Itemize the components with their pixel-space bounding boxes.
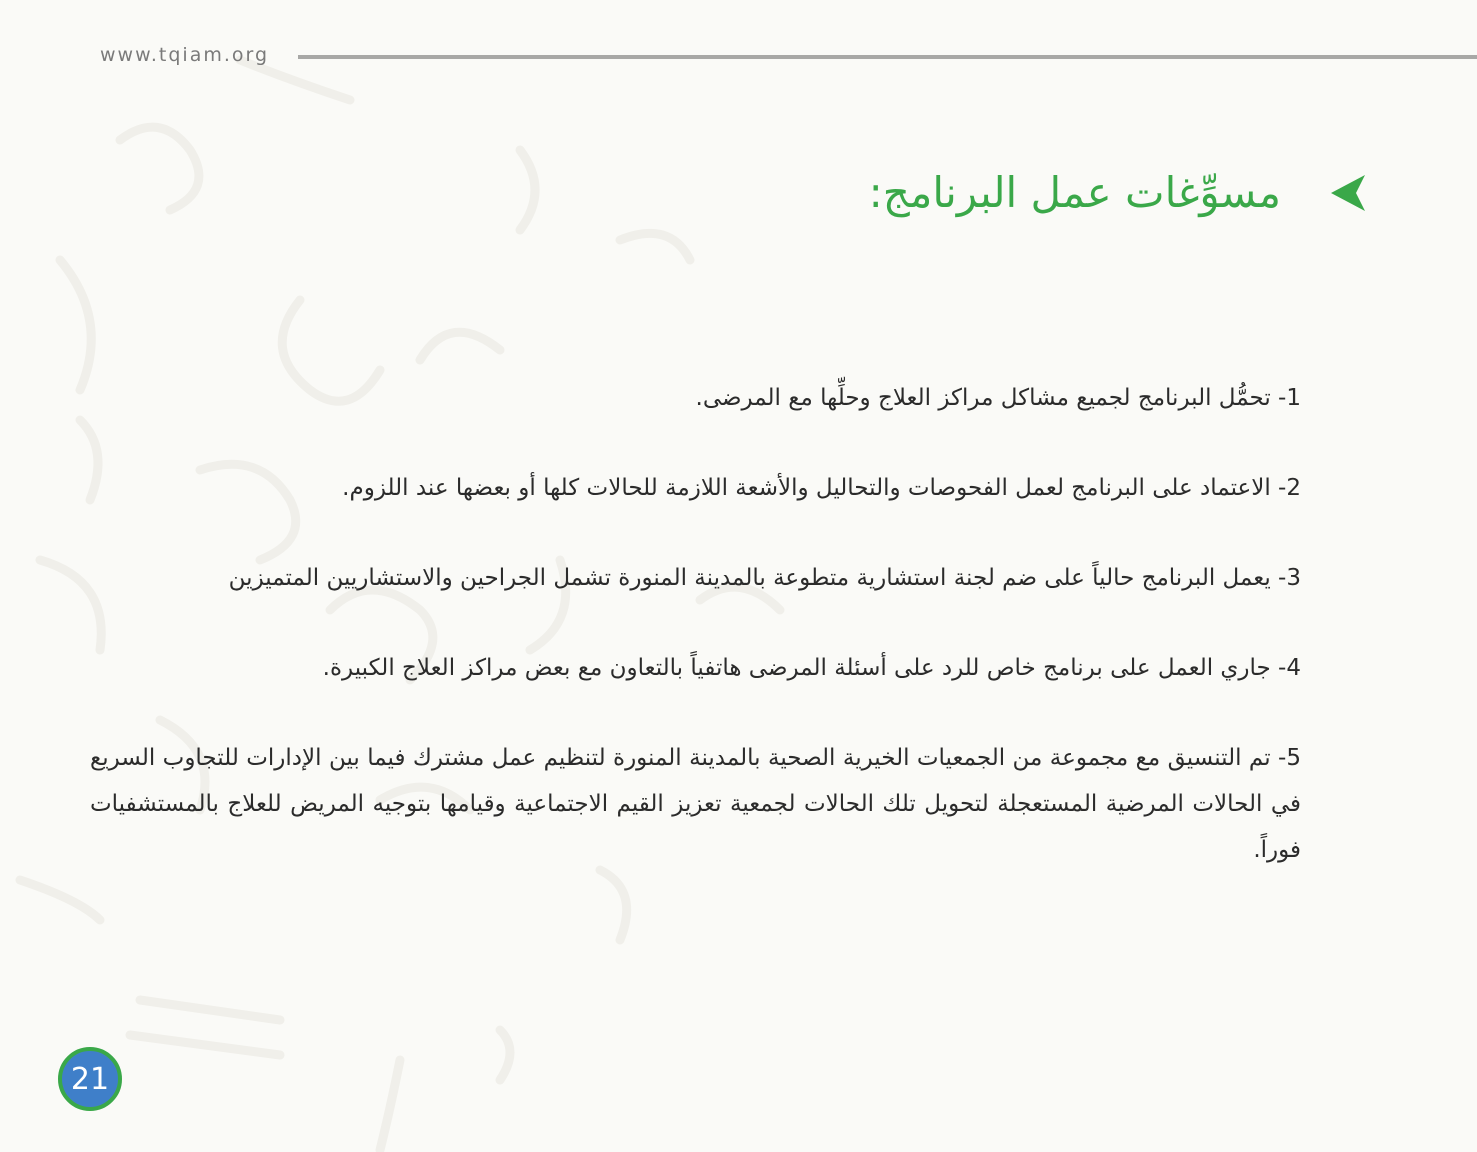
section-title: مسوِّغات عمل البرنامج: <box>868 168 1281 217</box>
page-number-badge: 21 <box>58 1047 122 1111</box>
list-item: 3- يعمل البرنامج حالياً على ضم لجنة استشارية متطوعة بالمدينة المنورة تشمل الجراحين والاستشاريين المتميزين <box>228 565 1301 591</box>
header-divider <box>298 55 1477 59</box>
section-heading <box>869 168 1367 217</box>
website-url: www.tqiam.org <box>100 44 270 66</box>
list-item: 1- تحمُّل البرنامج لجميع مشاكل مراكز العلاج وحلِّها مع المرضى. <box>695 385 1301 411</box>
list-item: 4- جاري العمل على برنامج خاص للرد على أسئلة المرضى هاتفياً بالتعاون مع بعض مراكز العلاج الكبيرة. <box>322 655 1301 681</box>
triangle-left-icon <box>1329 173 1367 213</box>
list-item: 2- الاعتماد على البرنامج لعمل الفحوصات والتحاليل والأشعة اللازمة للحالات كلها أو بعضها عند اللزوم. <box>342 475 1301 501</box>
justification-list <box>90 352 1301 917</box>
list-item: 5- تم التنسيق مع مجموعة من الجمعيات الخيرية الصحية بالمدينة المنورة لتنظيم عمل مشترك فيما بين الإدارات للتجاوب السريع في الحالات المرضية المستعجلة لتحويل تلك الحالات لجمعية تعزيز القيم الاجتماعية وقيامها بتوجيه المريض للعلاج بالمستشفيات فوراً. <box>90 745 1301 863</box>
